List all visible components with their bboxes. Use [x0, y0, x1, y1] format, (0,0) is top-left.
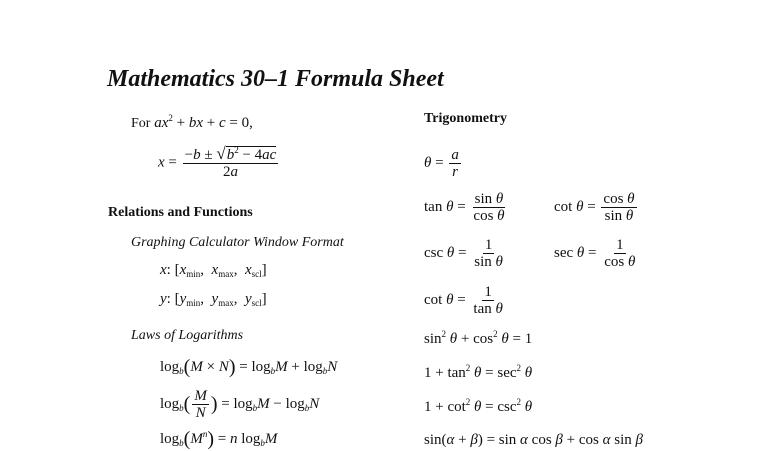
- log-product-law: $\log_b(M \times N) = \log_bM + \log_bN$: [160, 356, 338, 378]
- section-trigonometry: Trigonometry: [424, 111, 507, 126]
- quadratic-formula: x = $\frac{-b \pm √b^2 - 4ac}{2a}$: [158, 144, 277, 180]
- sum-identity-sin: sin(α + β) = sin α cos β + cos α sin β: [424, 432, 643, 448]
- subheading-laws-logarithms: Laws of Logarithms: [131, 328, 244, 343]
- page-title: Mathematics 30–1 Formula Sheet: [107, 66, 444, 92]
- pythagorean-identity-2: $1 + \tan^2 \theta = \sec^2 \theta$: [424, 363, 533, 381]
- quadratic-condition: For $ax^2$ + bx + c = 0,: [131, 113, 253, 131]
- log-quotient-law: $\log_b$( $\frac{M}{N}$ ) = $\log_bM - \log_bN$: [160, 388, 320, 421]
- log-power-law: $\log_b(M^n) = n$ $\log_bM$: [160, 428, 278, 450]
- quadratic-fraction: $\frac{-b \pm √b^2 - 4ac}{2a}$: [184, 144, 277, 180]
- theta-arc-length: θ = $\frac{a}{r}$: [424, 147, 459, 180]
- pythagorean-identity-1: $\sin^2 \theta + \cos^2 \theta = 1$: [424, 329, 533, 347]
- csc-identity: csc θ = $\frac{1}{\text{sin θ}}$: [424, 237, 503, 270]
- pythagorean-identity-3: $1 + \cot^2 \theta = \csc^2 \theta$: [424, 397, 533, 415]
- tan-identity: tan θ = $\frac{\text{sin θ}}{\text{cos θ}}$: [424, 191, 505, 224]
- cot-reciprocal-identity: cot θ = $\frac{1}{\text{tan θ}}$: [424, 284, 503, 317]
- sec-identity: sec θ = $\frac{1}{\text{cos θ}}$: [554, 237, 636, 270]
- quadratic-intro: For: [131, 116, 151, 131]
- cot-quotient-identity: cot θ = $\frac{\text{cos θ}}{\text{sin θ}}$: [554, 191, 635, 224]
- window-y-format: y: [$y_{min}$, $y_{max}$, $y_{scl}$]: [160, 291, 267, 308]
- window-x-format: x: [$x_{min}$, $x_{max}$, $x_{scl}$]: [160, 262, 267, 279]
- section-relations-functions: Relations and Functions: [108, 205, 253, 220]
- subheading-window-format: Graphing Calculator Window Format: [131, 235, 344, 250]
